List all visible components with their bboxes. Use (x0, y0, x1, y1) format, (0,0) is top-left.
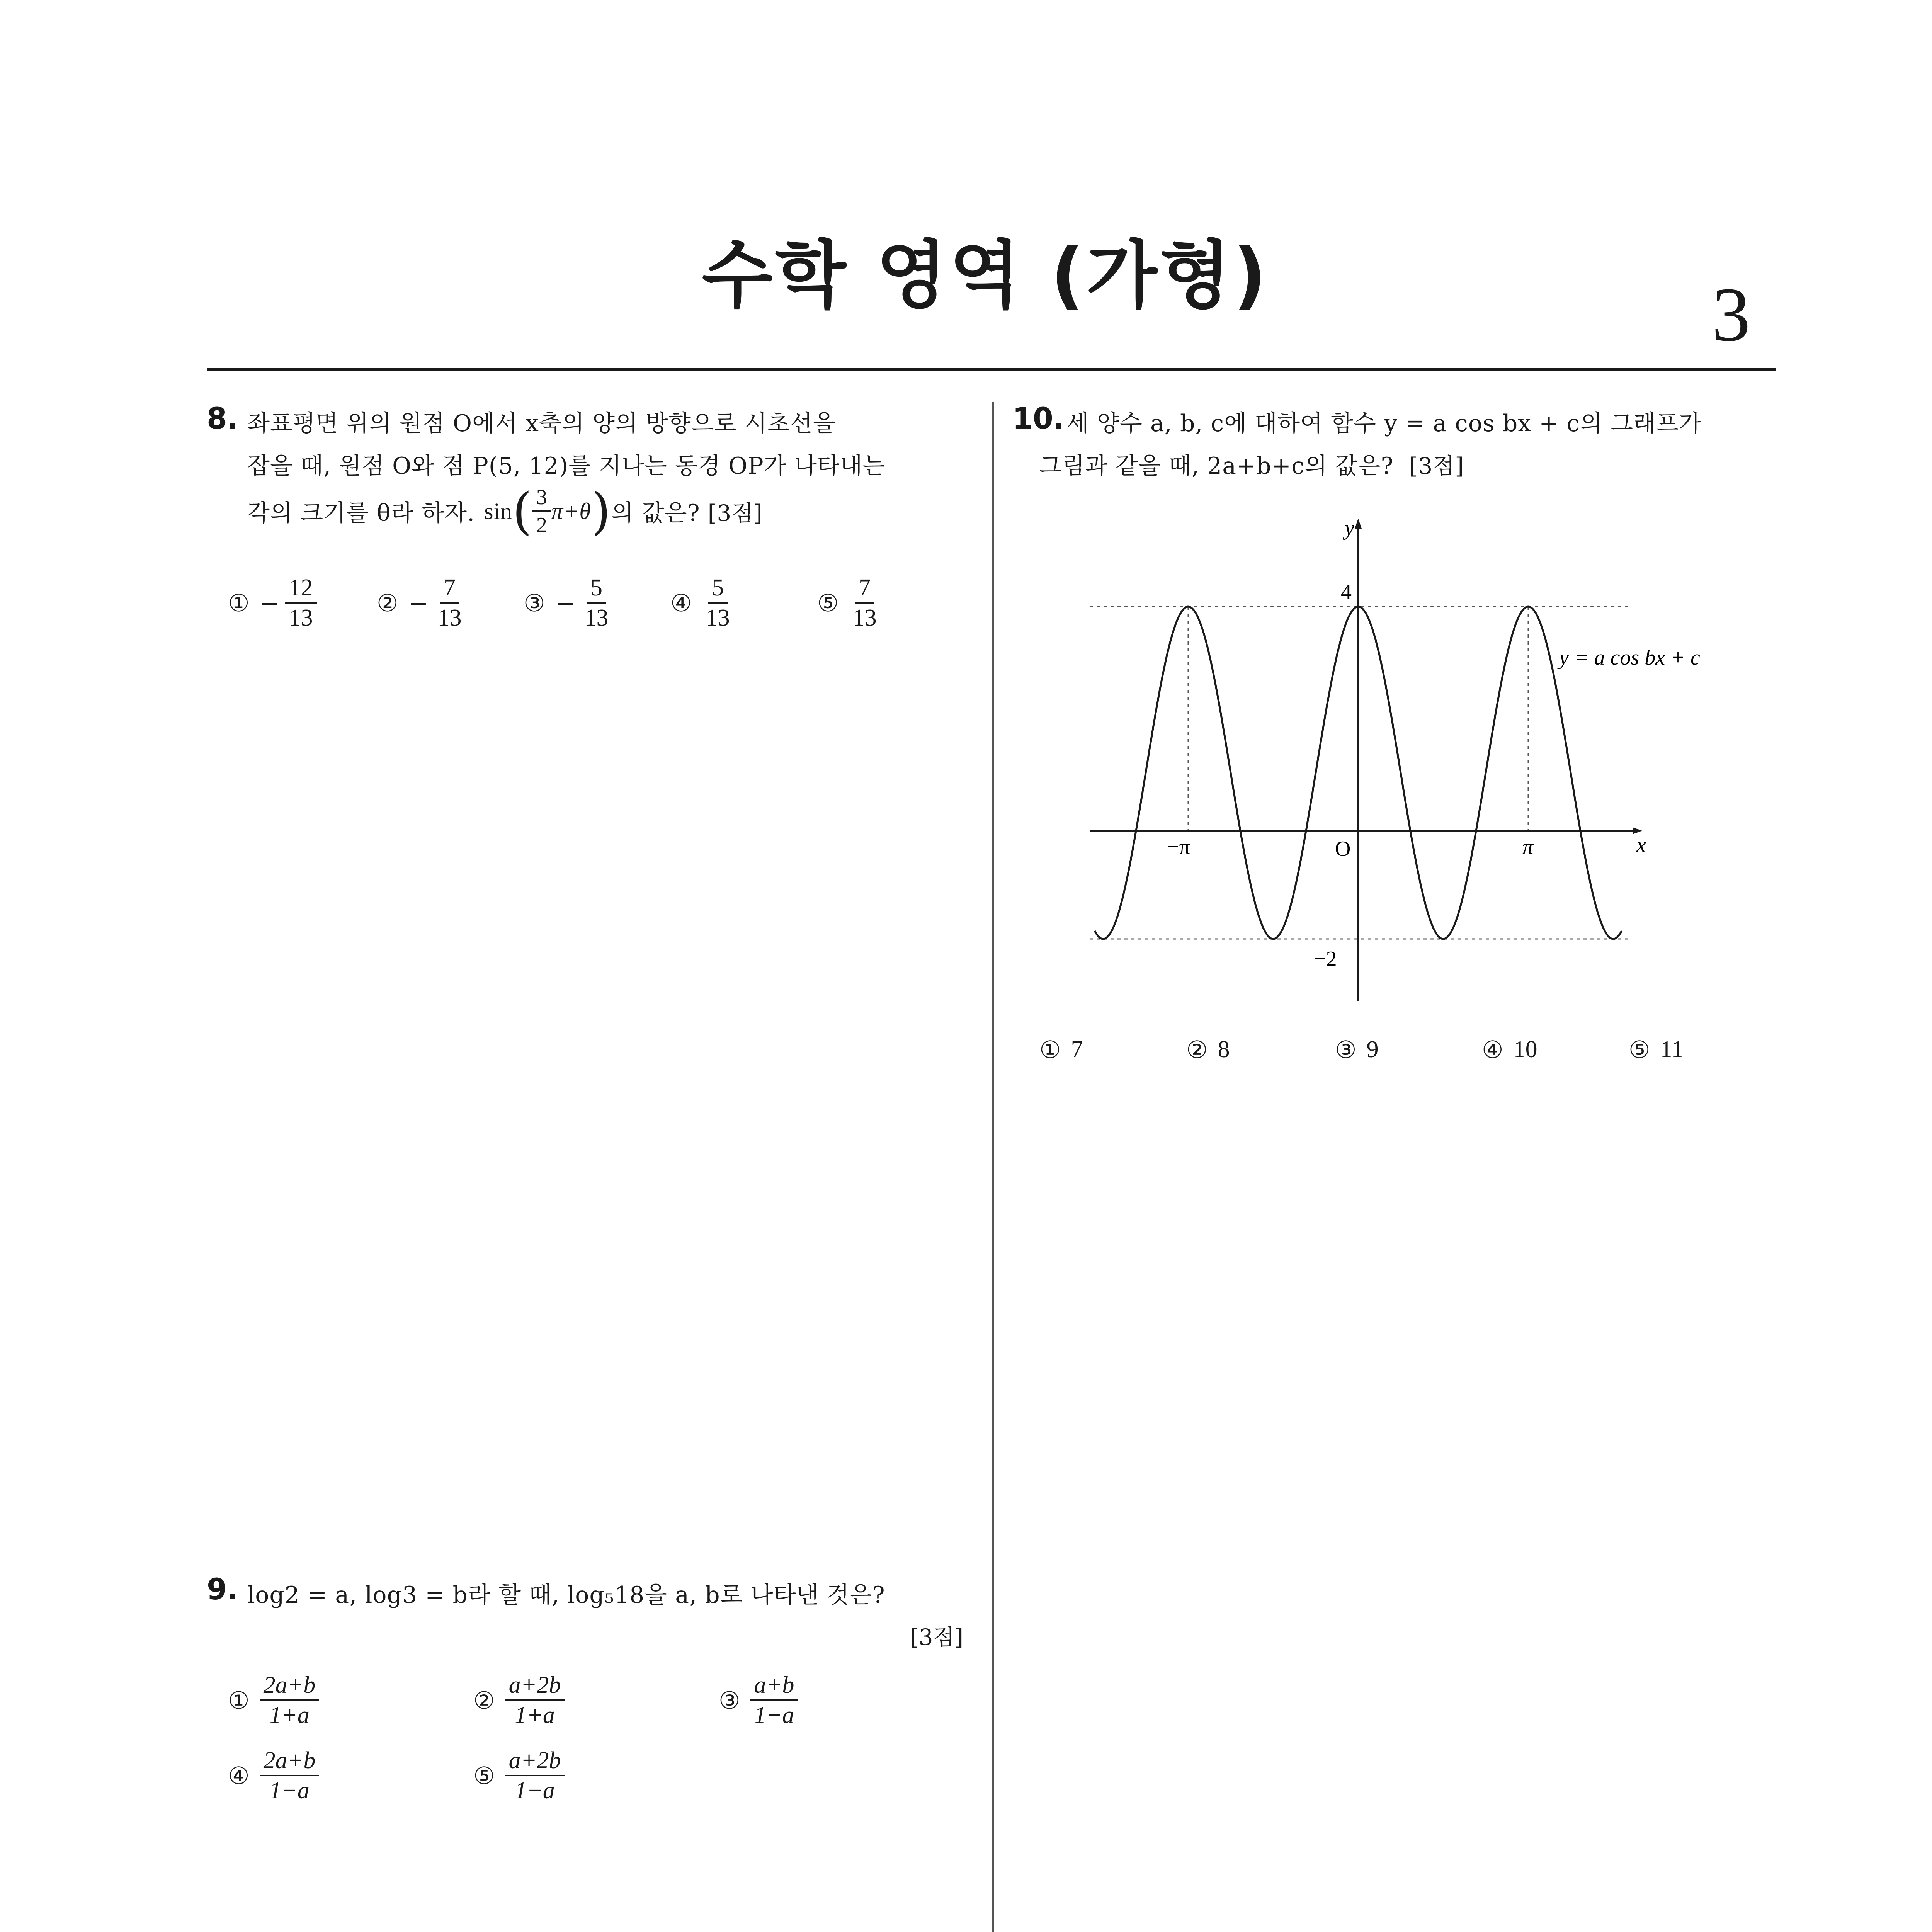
page-title: 수학 영역 (가형) (702, 233, 1269, 318)
frac-den: 13 (437, 605, 462, 631)
q8-line-3-text: 각의 크기를 θ라 하자. (247, 500, 475, 527)
choice-mark: ⑤ (1629, 1036, 1650, 1064)
q9-points: [3점] (910, 1624, 964, 1650)
frac-den: 13 (852, 605, 877, 631)
cosine-graph (1074, 510, 1750, 1020)
q8-choice-2[interactable] (377, 576, 466, 630)
choice-mark: ③ (524, 588, 545, 617)
q10-choice-1[interactable] (1039, 1036, 1083, 1064)
y-axis-label: y (1345, 516, 1354, 540)
frac-den: 1+a (515, 1702, 555, 1728)
x-axis-label: x (1636, 833, 1646, 857)
q9-choice-1[interactable] (228, 1673, 319, 1727)
choice-mark: ② (473, 1686, 495, 1714)
choice-sign: − (555, 588, 575, 617)
choice-sign: − (408, 588, 429, 617)
choice-value: 10 (1513, 1036, 1537, 1063)
choice-mark: ① (228, 588, 250, 617)
q9-choice-4[interactable] (228, 1748, 319, 1803)
q8-line-3-after: 의 값은? (611, 500, 700, 527)
min-value-label: −2 (1314, 947, 1337, 971)
q8-choice-3[interactable] (524, 576, 612, 630)
frac-num: 12 (285, 576, 317, 604)
choice-mark: ⑤ (817, 588, 839, 617)
q8-line-3 (247, 482, 763, 541)
q8-line-1: 좌표평면 위의 원점 O에서 x축의 양의 방향으로 시초선을 (247, 410, 836, 437)
choice-mark: ④ (228, 1761, 250, 1790)
frac-den: 1−a (515, 1777, 555, 1804)
choice-fraction (581, 576, 612, 630)
page-number: 3 (1712, 272, 1750, 357)
choice-fraction (285, 576, 317, 630)
choice-fraction (750, 1673, 798, 1727)
choice-fraction (260, 1748, 320, 1803)
q10-choice-2[interactable] (1186, 1036, 1230, 1064)
neg-pi-label: −π (1167, 835, 1190, 859)
frac-num: a+2b (505, 1673, 565, 1701)
y-axis-arrow (1355, 519, 1362, 529)
q10-choice-3[interactable] (1335, 1036, 1379, 1064)
frac-num: 7 (440, 576, 459, 604)
curve-label: y = a cos bx + c (1559, 646, 1700, 670)
q8-line-2: 잡을 때, 원점 O와 점 P(5, 12)를 지나는 동경 OP가 나타내는 (247, 452, 886, 480)
column-divider (992, 402, 994, 1932)
choice-value: 8 (1218, 1036, 1230, 1063)
choice-mark: ④ (670, 588, 692, 617)
frac-num: 2a+b (260, 1748, 320, 1776)
frac-den: 13 (289, 605, 313, 631)
frac-num: 2a+b (260, 1673, 320, 1701)
q9-number: 9. (207, 1572, 238, 1606)
q10-choice-5[interactable] (1629, 1036, 1683, 1064)
graph-guides (1090, 607, 1629, 939)
max-value-label: 4 (1341, 580, 1352, 604)
choice-mark: ③ (719, 1686, 740, 1714)
q8-sin: sin (484, 498, 513, 524)
choice-mark: ① (1039, 1036, 1061, 1064)
choice-value: 11 (1660, 1036, 1684, 1063)
q10-number: 10. (1012, 401, 1065, 435)
q8-right-paren: ) (591, 482, 611, 541)
origin-label: O (1335, 837, 1351, 861)
q8-left-paren: ( (512, 482, 532, 541)
q8-choice-5[interactable] (817, 576, 881, 630)
frac-den: 1−a (269, 1777, 310, 1804)
choice-fraction (434, 576, 466, 630)
q9-choice-3[interactable] (719, 1673, 798, 1727)
frac-num: a+b (750, 1673, 798, 1701)
q9-choice-5[interactable] (473, 1748, 565, 1803)
q10-line-1: 세 양수 a, b, c에 대하여 함수 y = a cos bx + c의 그래프가 (1066, 410, 1702, 437)
choice-mark: ② (1186, 1036, 1208, 1064)
frac-num: 7 (855, 576, 874, 604)
frac-num: 5 (587, 576, 606, 604)
q9-choice-2[interactable] (473, 1673, 565, 1727)
frac-den: 1−a (754, 1702, 794, 1728)
q9-line-1: log2 = a, log3 = b라 할 때, log₅18을 a, b로 나타낸 것은? (247, 1582, 885, 1609)
q10-points: [3점] (1409, 453, 1464, 479)
choice-mark: ① (228, 1686, 250, 1714)
q8-points: [3점] (707, 500, 763, 526)
q8-pi-theta: π+θ (551, 498, 591, 524)
choice-fraction (505, 1673, 565, 1727)
q10-choice-4[interactable] (1482, 1036, 1537, 1064)
q8-choice-4[interactable] (670, 576, 734, 630)
choice-mark: ③ (1335, 1036, 1357, 1064)
q8-frac-num: 3 (532, 486, 551, 512)
choice-value: 9 (1366, 1036, 1379, 1063)
q8-frac-den: 2 (536, 513, 548, 537)
choice-fraction (505, 1748, 565, 1803)
q8-frac (532, 486, 551, 536)
frac-num: a+2b (505, 1748, 565, 1776)
choice-sign: − (259, 588, 280, 617)
choice-mark: ⑤ (473, 1761, 495, 1790)
choice-mark: ② (377, 588, 398, 617)
frac-den: 1+a (269, 1702, 310, 1728)
choice-fraction (260, 1673, 320, 1727)
frac-den: 13 (706, 605, 730, 631)
frac-num: 5 (708, 576, 728, 604)
choice-fraction (702, 576, 734, 630)
choice-mark: ④ (1482, 1036, 1503, 1064)
pi-label: π (1522, 835, 1534, 859)
q10-line-2 (1039, 447, 1464, 481)
choice-value: 7 (1071, 1036, 1083, 1063)
q10-line-2-text: 그림과 같을 때, 2a+b+c의 값은? (1039, 452, 1394, 480)
header-rule (207, 368, 1776, 371)
frac-den: 13 (584, 605, 609, 631)
q8-choice-1[interactable] (228, 576, 317, 630)
choice-fraction (849, 576, 881, 630)
q8-number: 8. (207, 401, 238, 435)
